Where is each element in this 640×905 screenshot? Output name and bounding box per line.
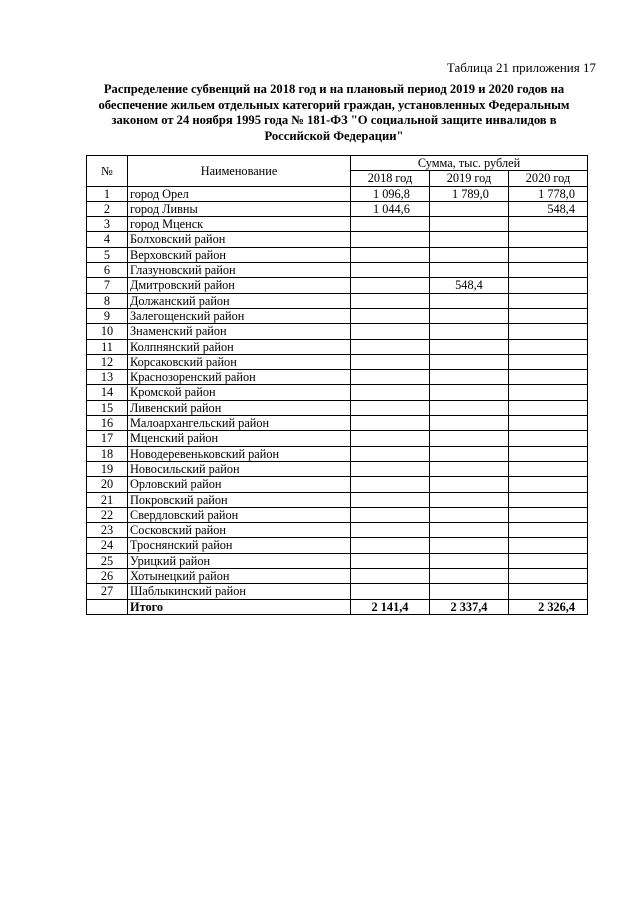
table-row [87,263,588,278]
row-number: 19 [87,461,128,476]
row-value-2020 [509,431,588,446]
row-value-2019 [430,247,509,262]
row-value-2019 [430,446,509,461]
table-row [87,186,588,201]
row-number: 23 [87,523,128,538]
row-name: Колпнянский район [128,339,351,354]
row-name: Мценский район [128,431,351,446]
row-value-2019 [430,293,509,308]
table-row [87,400,588,415]
row-value-2019 [430,492,509,507]
table-row [87,477,588,492]
row-value-2019 [430,431,509,446]
row-value-2018 [351,492,430,507]
row-value-2018 [351,446,430,461]
row-number: 22 [87,507,128,522]
row-name: Кромской район [128,385,351,400]
header-name: Наименование [128,156,351,187]
row-value-2018 [351,400,430,415]
row-name: Сосковский район [128,523,351,538]
row-value-2019 [430,354,509,369]
row-number: 17 [87,431,128,446]
row-value-2018 [351,247,430,262]
row-number: 5 [87,247,128,262]
row-value-2019 [430,217,509,232]
row-number: 9 [87,308,128,323]
row-value-2018 [351,553,430,568]
row-number: 20 [87,477,128,492]
row-value-2019 [430,232,509,247]
row-name: Урицкий район [128,553,351,568]
row-value-2020 [509,492,588,507]
row-value-2018 [351,507,430,522]
row-value-2020 [509,584,588,599]
row-value-2020 [509,324,588,339]
row-value-2019 [430,201,509,216]
row-value-2018 [351,293,430,308]
row-value-2020: 1 778,0 [509,186,588,201]
row-number: 10 [87,324,128,339]
row-value-2019 [430,523,509,538]
table-row [87,370,588,385]
row-name: Троснянский район [128,538,351,553]
table-row [87,416,588,431]
row-number: 21 [87,492,128,507]
row-name: Верховский район [128,247,351,262]
row-value-2018 [351,324,430,339]
table-row [87,217,588,232]
row-value-2018 [351,584,430,599]
header-sum: Сумма, тыс. рублей [351,156,588,171]
row-value-2019 [430,584,509,599]
row-number: 8 [87,293,128,308]
row-name: Новодеревеньковский район [128,446,351,461]
row-value-2018 [351,354,430,369]
table-row [87,523,588,538]
row-name: Свердловский район [128,507,351,522]
row-value-2020 [509,263,588,278]
header-year-2019: 2019 год [430,171,509,186]
row-value-2020 [509,385,588,400]
row-name: Дмитровский район [128,278,351,293]
row-name: Шаблыкинский район [128,584,351,599]
row-value-2018 [351,416,430,431]
table-row [87,492,588,507]
row-number: 25 [87,553,128,568]
table-row [87,584,588,599]
table-row [87,507,588,522]
row-value-2018 [351,232,430,247]
row-value-2018 [351,263,430,278]
subsidy-table [86,155,588,615]
row-value-2020 [509,308,588,323]
row-value-2020 [509,370,588,385]
row-number: 12 [87,354,128,369]
row-name: Болховский район [128,232,351,247]
row-value-2020 [509,400,588,415]
row-value-2020 [509,507,588,522]
row-value-2018 [351,278,430,293]
row-number: 18 [87,446,128,461]
table-row [87,278,588,293]
row-value-2020 [509,553,588,568]
total-2020: 2 326,4 [509,599,588,614]
row-name: город Орел [128,186,351,201]
row-value-2020 [509,461,588,476]
total-label: Итого [128,599,351,614]
row-name: Знаменский район [128,324,351,339]
table-body [87,186,588,599]
table-row [87,431,588,446]
row-value-2020 [509,416,588,431]
table-row [87,354,588,369]
row-name: Должанский район [128,293,351,308]
table-row [87,247,588,262]
row-value-2019 [430,385,509,400]
row-value-2020 [509,278,588,293]
row-number: 1 [87,186,128,201]
row-number: 27 [87,584,128,599]
row-value-2020 [509,217,588,232]
row-number: 11 [87,339,128,354]
row-name: Новосильский район [128,461,351,476]
row-value-2020 [509,523,588,538]
row-value-2019 [430,339,509,354]
row-number: 13 [87,370,128,385]
header-no: № [87,156,128,187]
row-value-2018 [351,461,430,476]
row-number: 24 [87,538,128,553]
row-name: Залегощенский район [128,308,351,323]
table-row [87,446,588,461]
table-row [87,461,588,476]
table-row [87,201,588,216]
row-value-2018: 1 096,8 [351,186,430,201]
row-name: Малоархангельский район [128,416,351,431]
row-value-2019 [430,324,509,339]
table-row [87,538,588,553]
table-row [87,293,588,308]
table-row [87,569,588,584]
row-value-2020 [509,293,588,308]
row-value-2019 [430,416,509,431]
row-value-2018 [351,339,430,354]
row-value-2018 [351,569,430,584]
row-value-2018 [351,538,430,553]
row-value-2019: 548,4 [430,278,509,293]
row-value-2019 [430,569,509,584]
row-value-2018 [351,477,430,492]
row-number: 16 [87,416,128,431]
table-row [87,553,588,568]
row-value-2020: 548,4 [509,201,588,216]
row-name: город Мценск [128,217,351,232]
table-row [87,308,588,323]
row-value-2020 [509,354,588,369]
row-number: 3 [87,217,128,232]
table-row [87,385,588,400]
row-name: Покровский район [128,492,351,507]
row-value-2020 [509,538,588,553]
row-number: 2 [87,201,128,216]
row-name: город Ливны [128,201,351,216]
table-row [87,232,588,247]
table-caption: Таблица 21 приложения 17 [446,60,596,75]
row-value-2018 [351,370,430,385]
row-name: Ливенский район [128,400,351,415]
row-value-2019 [430,263,509,278]
row-value-2019: 1 789,0 [430,186,509,201]
row-value-2020 [509,446,588,461]
row-number: 14 [87,385,128,400]
row-number: 7 [87,278,128,293]
row-name: Хотынецкий район [128,569,351,584]
header-year-2018: 2018 год [351,171,430,186]
row-value-2020 [509,477,588,492]
row-number: 4 [87,232,128,247]
row-value-2019 [430,308,509,323]
row-value-2018: 1 044,6 [351,201,430,216]
row-value-2020 [509,247,588,262]
total-2018: 2 141,4 [351,599,430,614]
row-value-2019 [430,477,509,492]
total-no-cell [87,599,128,614]
row-value-2019 [430,507,509,522]
row-value-2020 [509,569,588,584]
table-row [87,324,588,339]
row-value-2020 [509,232,588,247]
row-number: 15 [87,400,128,415]
row-value-2019 [430,461,509,476]
row-value-2018 [351,523,430,538]
row-value-2019 [430,400,509,415]
row-value-2018 [351,431,430,446]
total-row [87,599,588,614]
row-value-2020 [509,339,588,354]
row-name: Краснозоренский район [128,370,351,385]
row-number: 6 [87,263,128,278]
row-number: 26 [87,569,128,584]
row-name: Глазуновский район [128,263,351,278]
row-value-2019 [430,538,509,553]
row-name: Корсаковский район [128,354,351,369]
row-value-2018 [351,217,430,232]
row-name: Орловский район [128,477,351,492]
total-2019: 2 337,4 [430,599,509,614]
row-value-2019 [430,370,509,385]
document-title: Распределение субвенций на 2018 год и на плановый период 2019 и 2020 годов на обеспечение жильем отдельных категорий граждан, установленных Федеральным законом от 24 ноября 1995 года № 181-ФЗ "О социальной защите инвалидов в Российской Федерации" [98,82,570,143]
table-row [87,339,588,354]
row-value-2018 [351,308,430,323]
row-value-2019 [430,553,509,568]
row-value-2018 [351,385,430,400]
header-year-2020: 2020 год [509,171,588,186]
